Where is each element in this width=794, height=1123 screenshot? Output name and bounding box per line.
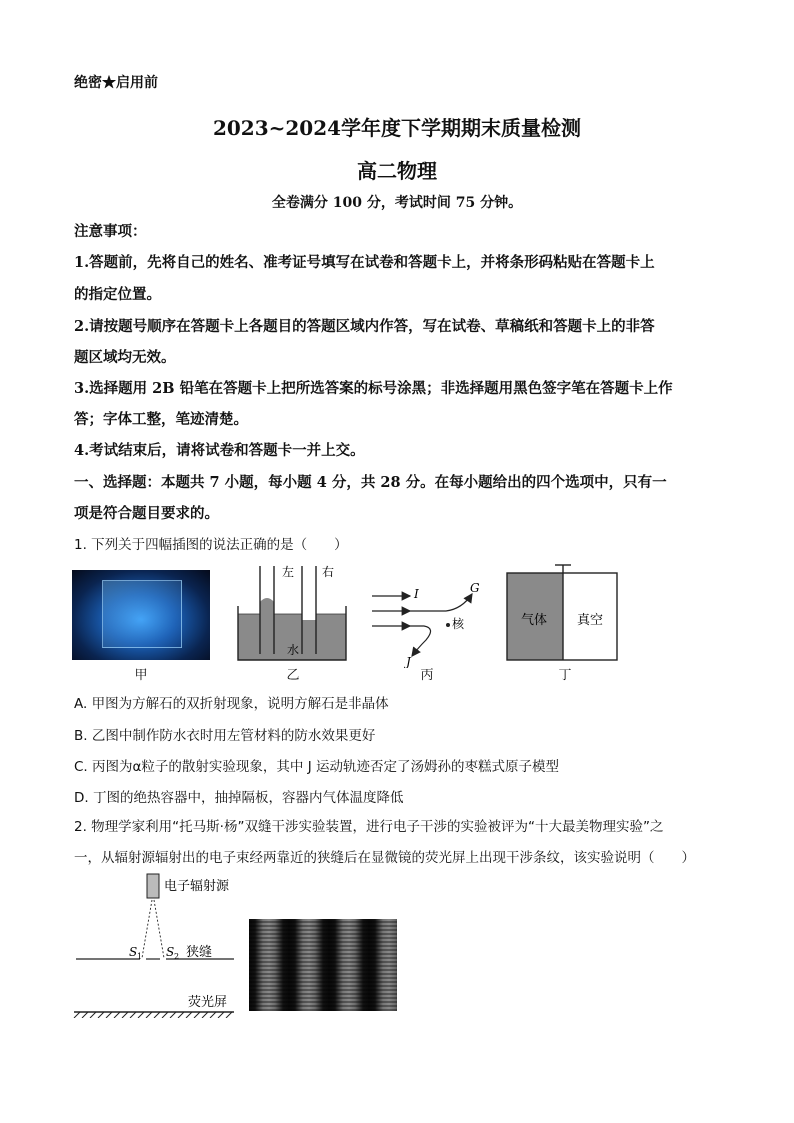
label-j: J — [406, 655, 411, 668]
label-right: 右 — [322, 565, 335, 579]
option-b: B. 乙图中制作防水衣时用左管材料的防水效果更好 — [74, 728, 376, 744]
interference-pattern-image — [249, 919, 397, 1011]
label-i: I — [414, 587, 419, 601]
note-line: 3.选择题用 2B 铅笔在答题卡上把所选答案的标号涂黑；非选择题用黑色签字笔在答题卡上作 — [74, 380, 673, 397]
caption-ding: 丁 — [558, 668, 572, 683]
label-s1: S — [129, 945, 138, 959]
label-left: 左 — [282, 565, 295, 579]
electron-source — [147, 874, 159, 898]
note-line: 2.请按题号顺序在答题卡上各题目的答题区域内作答，写在试卷、草稿纸和答题卡上的非答 — [74, 318, 655, 335]
calcite-photo — [72, 570, 210, 660]
label-vacuum: 真空 — [577, 613, 604, 628]
alpha-scattering-figure — [366, 576, 490, 668]
adiabatic-container-figure — [504, 562, 622, 664]
section-heading: 一、选择题：本题共 7 小题，每小题 4 分，共 28 分。在每小题给出的四个选项中，只有一 — [74, 474, 667, 491]
subject-title: 高二物理 — [357, 159, 437, 183]
caption-yi: 乙 — [286, 668, 300, 683]
label-gas: 气体 — [521, 613, 548, 628]
note-line: 题区域均无效。 — [74, 349, 176, 366]
label-s2-sub: 2 — [174, 952, 180, 961]
calcite-crystal — [102, 580, 182, 648]
section-heading-cont: 项是符合题目要求的。 — [74, 505, 219, 522]
exam-title: 2023~2024学年度下学期期末质量检测 — [212, 116, 582, 140]
label-nucleus: 核 — [452, 617, 465, 631]
label-s1-sub: 1 — [137, 952, 143, 961]
capillary-figure — [232, 562, 352, 664]
trajectory-j — [410, 626, 431, 656]
confidential-mark: 绝密★启用前 — [74, 75, 158, 91]
label-slit: 狭缝 — [186, 945, 213, 960]
question-2-stem-line1: 2. 物理学家利用“托马斯·杨”双缝干涉实验装置，进行电子干涉的实验被评为“十大最美物理实验”之 — [74, 819, 664, 835]
label-s2: S — [166, 945, 175, 959]
exam-info: 全卷满分 100 分，考试时间 75 分钟。 — [271, 195, 523, 211]
label-source: 电子辐射源 — [164, 879, 230, 894]
double-slit-apparatus — [70, 870, 240, 1018]
question-1-stem: 1. 下列关于四幅插图的说法正确的是（ ） — [74, 537, 348, 553]
option-c: C. 丙图为α粒子的散射实验现象，其中 J 运动轨迹否定了汤姆孙的枣糕式原子模型 — [74, 759, 559, 775]
nucleus-dot — [446, 623, 450, 627]
trajectory-g — [410, 594, 472, 611]
option-d: D. 丁图的绝热容器中，抽掉隔板，容器内气体温度降低 — [74, 790, 404, 806]
notes-heading: 注意事项： — [74, 223, 147, 240]
label-water: 水 — [287, 643, 300, 657]
label-g: G — [470, 581, 480, 595]
note-line: 的指定位置。 — [74, 286, 161, 303]
note-line: 答；字体工整，笔迹清楚。 — [74, 411, 248, 428]
question-2-stem-line2: 一，从辐射源辐射出的电子束经两靠近的狭缝后在显微镜的荧光屏上出现干涉条纹，该实验说明（ ） — [74, 850, 695, 866]
note-line: 4.考试结束后，请将试卷和答题卡一并上交。 — [74, 442, 365, 459]
caption-jia: 甲 — [134, 668, 148, 683]
option-a: A. 甲图为方解石的双折射现象，说明方解石是非晶体 — [74, 696, 389, 712]
note-line: 1.答题前，先将自己的姓名、准考证号填写在试卷和答题卡上，并将条形码粘贴在答题卡上 — [74, 254, 655, 271]
label-screen: 荧光屏 — [188, 995, 228, 1010]
caption-bing: 丙 — [420, 668, 434, 683]
